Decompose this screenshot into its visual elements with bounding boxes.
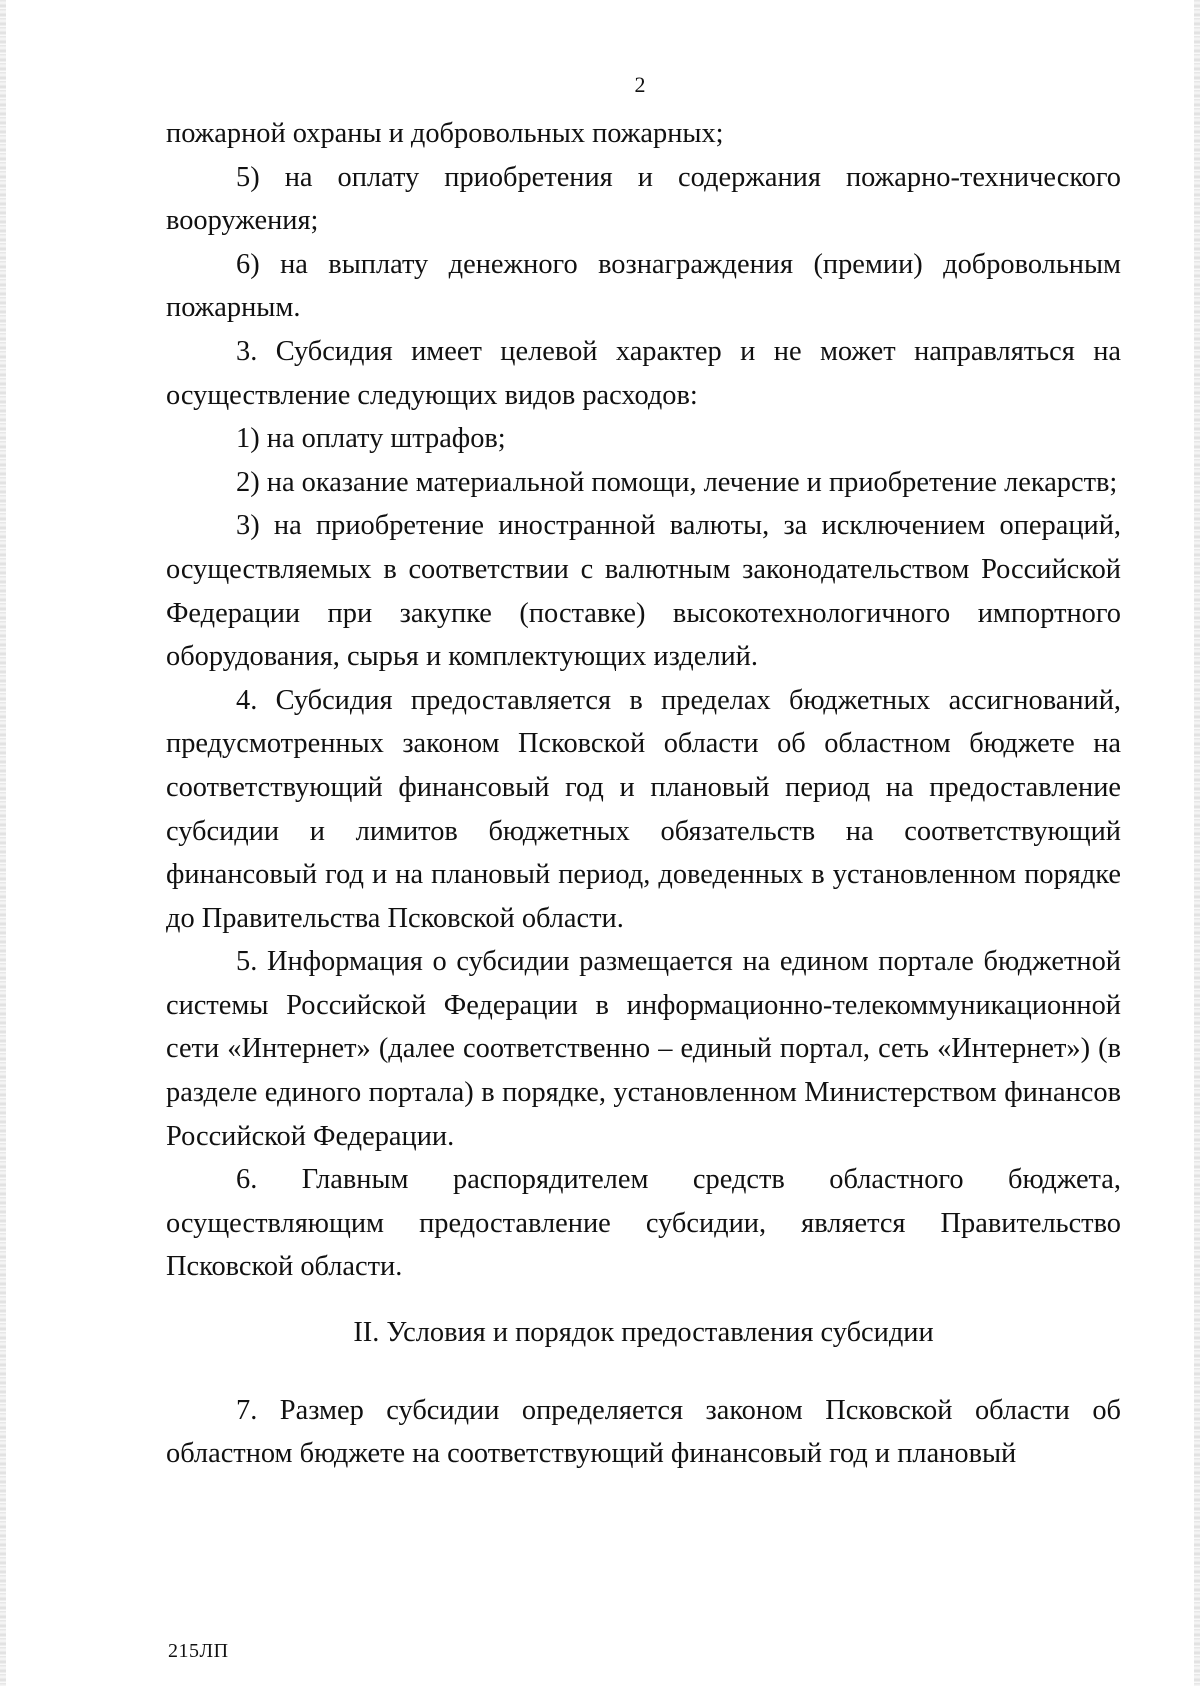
document-code: 215ЛП — [168, 1640, 229, 1662]
paragraph: 3. Субсидия имеет целевой характер и не может направляться на осуществление следующих видов расходов: — [166, 335, 1121, 411]
paragraph: 2) на оказание материальной помощи, лечение и приобретение лекарств; — [236, 466, 1118, 498]
section-heading: II. Условия и порядок предоставления субсидии — [353, 1317, 934, 1349]
paragraph: 6) на выплату денежного вознаграждения (премии) добровольным пожарным. — [166, 248, 1121, 324]
paragraph: 7. Размер субсидии определяется законом Псковской области об областном бюджете на соответствующий финансовый год и плановый — [166, 1394, 1121, 1470]
scan-edge-left — [0, 0, 6, 1686]
paragraph: 5) на оплату приобретения и содержания пожарно-технического вооружения; — [166, 161, 1121, 237]
page-number: 2 — [634, 72, 646, 97]
document-body — [166, 112, 1121, 1476]
paragraph: 1) на оплату штрафов; — [236, 423, 506, 455]
paragraph: 6. Главным распорядителем средств областного бюджета, осуществляющим предоставление субсидии, является Правительство Псковской области. — [166, 1164, 1121, 1283]
paragraph: 3) на приобретение иностранной валюты, за исключением операций, осуществляемых в соответствии с валютным законодательством Российской Федерации при закупке (поставке) высокотехнологичного импортного оборудования, сырья и комплектующих изделий. — [166, 510, 1121, 673]
paragraph: 4. Субсидия предоставляется в пределах бюджетных ассигнований, предусмотренных законом Псковской области об областном бюджете на соответствующий финансовый год и плановый период на предоставление субсидии и лимитов бюджетных обязательств на соответствующий финансовый год и на плановый период, доведенных в установленном порядке до Правительства Псковской области. — [166, 684, 1121, 934]
paragraph: 5. Информация о субсидии размещается на едином портале бюджетной системы Российской Федерации в информационно-телекоммуникационной сети «Интернет» (далее соответственно – единый портал, сеть «Интернет») (в разделе единого портала) в порядке, установленном Министерством финансов Российской Федерации. — [166, 946, 1121, 1152]
paragraph: пожарной охраны и добровольных пожарных; — [166, 118, 724, 149]
scan-edge-right — [1194, 0, 1200, 1686]
